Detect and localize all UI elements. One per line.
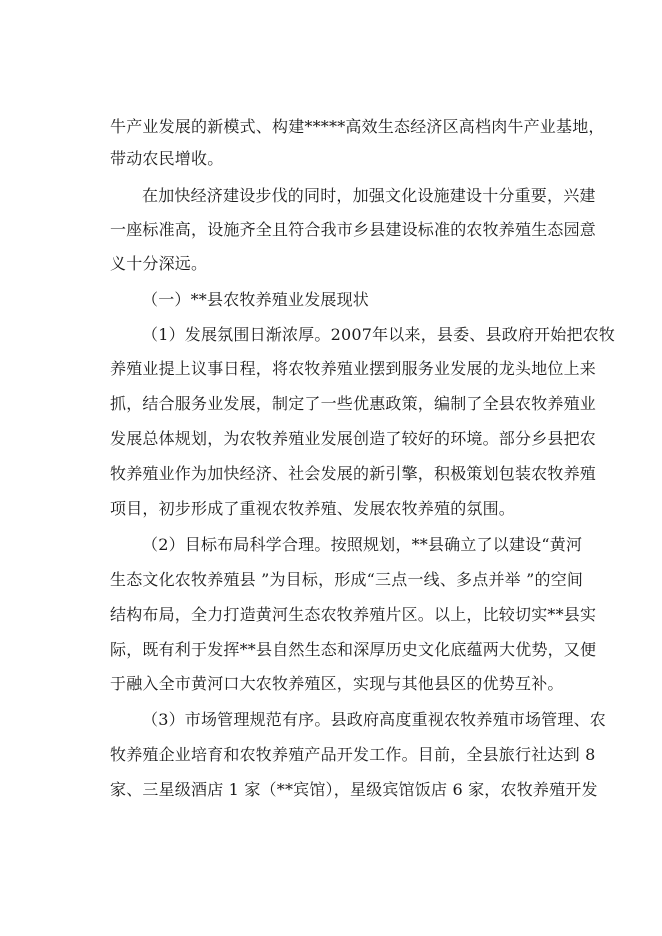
paragraph-first-line: （1）发展氛围日渐浓厚。2007年以来，县委、县政府开始把农牧 — [142, 325, 616, 344]
body-text-line: 牛产业发展的新模式、构建*****高效生态经济区高档肉牛产业基地， — [110, 117, 605, 136]
body-text-line: 养殖业提上议事日程，将农牧养殖业摆到服务业发展的龙头地位上来 — [110, 359, 597, 378]
paragraph-first-line: （3）市场管理规范有序。县政府高度重视农牧养殖市场管理、农 — [142, 710, 606, 729]
body-text-line: 结构布局，全力打造黄河生态农牧养殖片区。以上，比较切实**县实 — [110, 605, 597, 624]
body-text-line: 义十分深远。 — [110, 254, 208, 273]
body-text-line: 项目，初步形成了重视农牧养殖、发展农牧养殖的氛围。 — [110, 499, 516, 518]
body-text-line: 一座标准高，设施齐全且符合我市乡县建设标准的农牧养殖生态园意 — [110, 220, 597, 239]
body-text-line: 家、三星级酒店 1 家（**宾馆），星级宾馆饭店 6 家，农牧养殖开发 — [110, 780, 598, 799]
body-text-line: 抓，结合服务业发展，制定了一些优惠政策，编制了全县农牧养殖业 — [110, 394, 597, 413]
body-text-line: 牧养殖业作为加快经济、社会发展的新引擎，积极策划包装农牧养殖 — [110, 464, 597, 483]
body-text-line: 发展总体规划，为农牧养殖业发展创造了较好的环境。部分乡县把农 — [110, 429, 597, 448]
body-text-line: 带动农民增收。 — [110, 149, 224, 168]
body-text-line: 生态文化农牧养殖县 ”为目标，形成“三点一线、多点并举 ”的空间 — [110, 570, 584, 589]
paragraph-first-line: （2）目标布局科学合理。按照规划，**县确立了以建设“黄河 — [142, 535, 583, 554]
body-text-line: 际，既有利于发挥**县自然生态和深厚历史文化底蕴两大优势，又便 — [110, 640, 597, 659]
body-text-line: 于融入全市黄河口大农牧养殖区，实现与其他县区的优势互补。 — [110, 674, 564, 693]
paragraph-first-line: 在加快经济建设步伐的同时，加强文化设施建设十分重要，兴建 — [142, 186, 596, 205]
body-text-line: 牧养殖企业培育和农牧养殖产品开发工作。目前，全县旅行社达到 8 — [110, 745, 596, 764]
section-heading: （一）**县农牧养殖业发展现状 — [142, 290, 370, 309]
